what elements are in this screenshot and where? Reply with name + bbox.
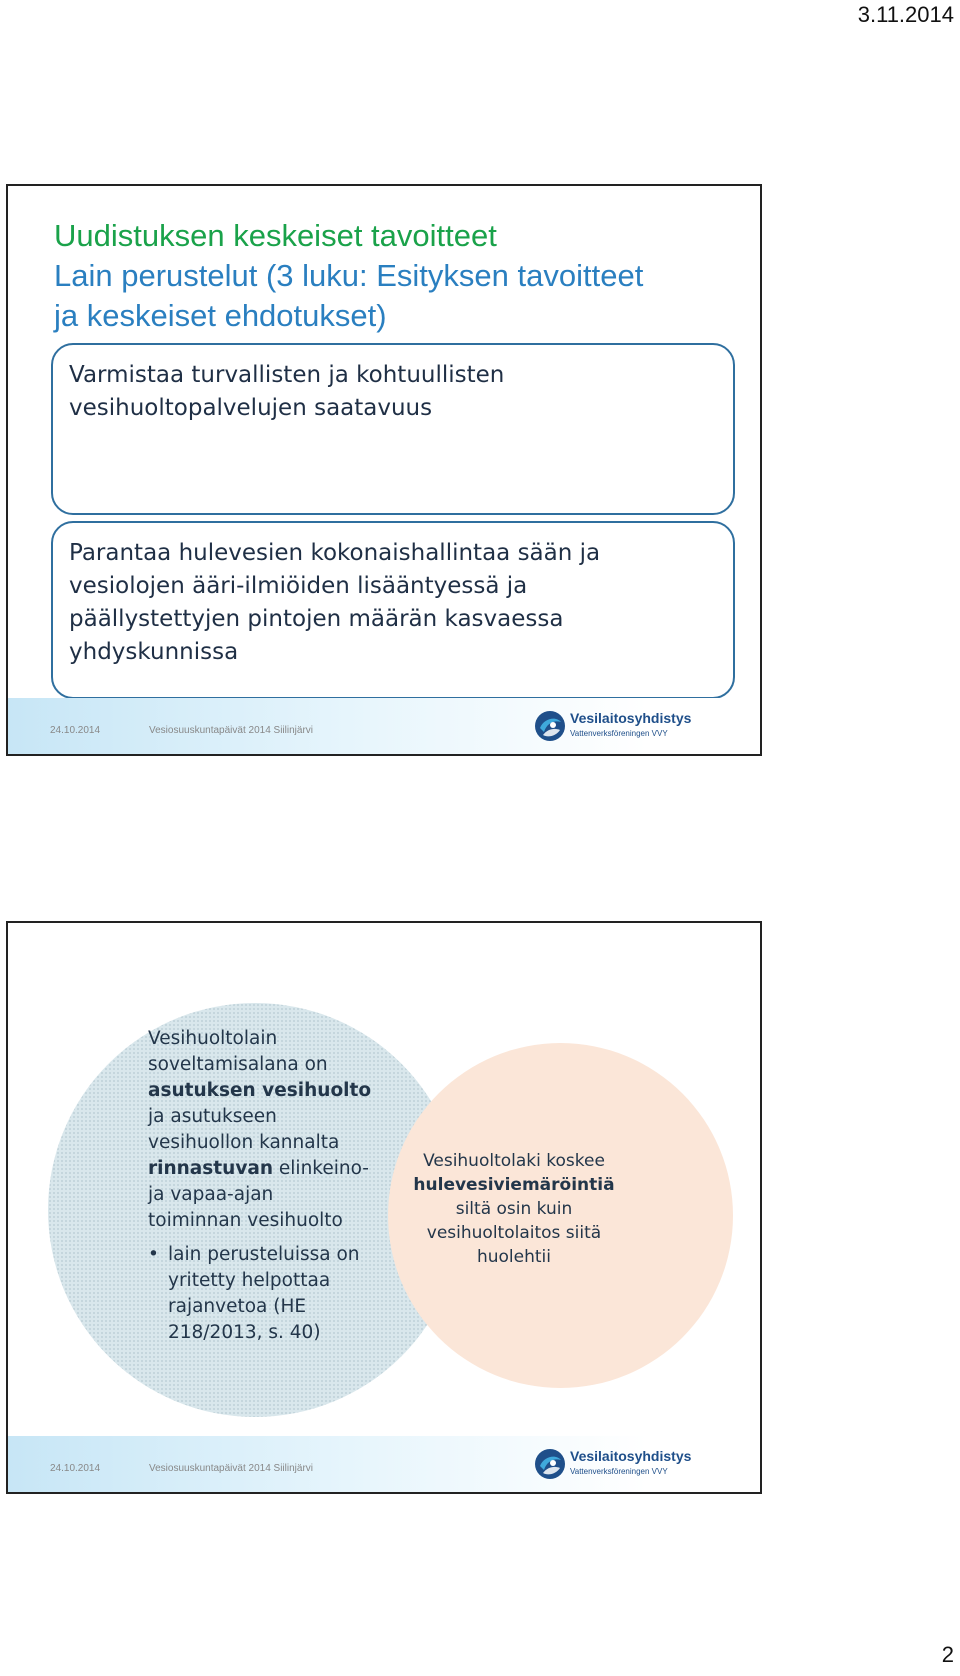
water-drop-swirl-icon — [534, 1448, 566, 1480]
scope-line: Vesihuoltolain — [148, 1028, 278, 1049]
goal-text-line: Varmistaa turvallisten ja kohtuullisten — [69, 362, 505, 388]
scope-text — [148, 1026, 378, 1346]
stormwater-text — [408, 1149, 620, 1269]
stormwater-line: siltä osin kuin — [455, 1199, 573, 1219]
vvy-logo — [534, 1446, 692, 1482]
scope-emphasis: rinnastuvan — [148, 1158, 274, 1179]
bullet-line: lain perusteluissa on — [168, 1244, 360, 1265]
slide-title — [54, 216, 714, 336]
bullet-icon: • — [148, 1244, 159, 1265]
bullet-item — [148, 1242, 378, 1346]
stormwater-line: huolehtii — [476, 1247, 552, 1267]
slide-1 — [6, 184, 762, 756]
logo-subtitle: Vattenverksföreningen VVY — [570, 1467, 668, 1476]
page-date: 3.11.2014 — [857, 2, 954, 27]
footer-date: 24.10.2014 — [50, 725, 101, 736]
goal-text-line: yhdyskunnissa — [69, 639, 239, 665]
goal-box-stormwater — [51, 521, 735, 699]
subtitle-line: Lain perustelut (3 luku: Esityksen tavoitteet — [54, 258, 644, 293]
stormwater-line: vesihuoltolaitos siitä — [426, 1223, 602, 1243]
bullet-line: rajanvetoa (HE — [168, 1296, 307, 1317]
logo-subtitle: Vattenverksföreningen VVY — [570, 729, 668, 738]
slide-footer — [8, 1436, 760, 1492]
scope-line: elinkeino- — [273, 1158, 369, 1179]
bullet-list — [148, 1242, 378, 1346]
scope-line: ja vapaa-ajan — [148, 1184, 274, 1205]
bullet-line: yritetty helpottaa — [168, 1270, 331, 1291]
scope-line: ja asutukseen — [148, 1106, 277, 1127]
footer-date: 24.10.2014 — [50, 1463, 101, 1474]
footer-event: Vesiosuuskuntapäivät 2014 Siilinjärvi — [149, 725, 313, 736]
bullet-line: 218/2013, s. 40) — [168, 1322, 321, 1343]
vvy-logo — [534, 708, 692, 744]
stormwater-emphasis: hulevesiviemäröintiä — [413, 1175, 615, 1195]
slide-footer — [8, 698, 760, 754]
title-line: Uudistuksen keskeiset tavoitteet — [54, 218, 497, 253]
scope-line: soveltamisalana on — [148, 1054, 328, 1075]
goal-text-line: päällystettyjen pintojen määrän kasvaessa — [69, 606, 564, 632]
goal-text-line: vesiolojen ääri-ilmiöiden lisääntyessä ja — [69, 573, 528, 599]
goal-box-availability — [51, 343, 735, 515]
logo-name: Vesilaitosyhdistys — [570, 710, 692, 726]
subtitle-line: ja keskeiset ehdotukset) — [54, 298, 387, 333]
goal-text-line: vesihuoltopalvelujen saatavuus — [69, 395, 433, 421]
scope-line: vesihuollon kannalta — [148, 1132, 340, 1153]
scope-line: toiminnan vesihuolto — [148, 1210, 343, 1231]
page-number: 2 — [941, 1642, 954, 1667]
logo-name: Vesilaitosyhdistys — [570, 1448, 692, 1464]
stormwater-line: Vesihuoltolaki koskee — [423, 1151, 605, 1171]
water-drop-swirl-icon — [534, 710, 566, 742]
scope-emphasis: asutuksen vesihuolto — [148, 1080, 372, 1101]
footer-event: Vesiosuuskuntapäivät 2014 Siilinjärvi — [149, 1463, 313, 1474]
goal-text-line: Parantaa hulevesien kokonaishallintaa sään ja — [69, 540, 601, 566]
slide-2 — [6, 921, 762, 1494]
